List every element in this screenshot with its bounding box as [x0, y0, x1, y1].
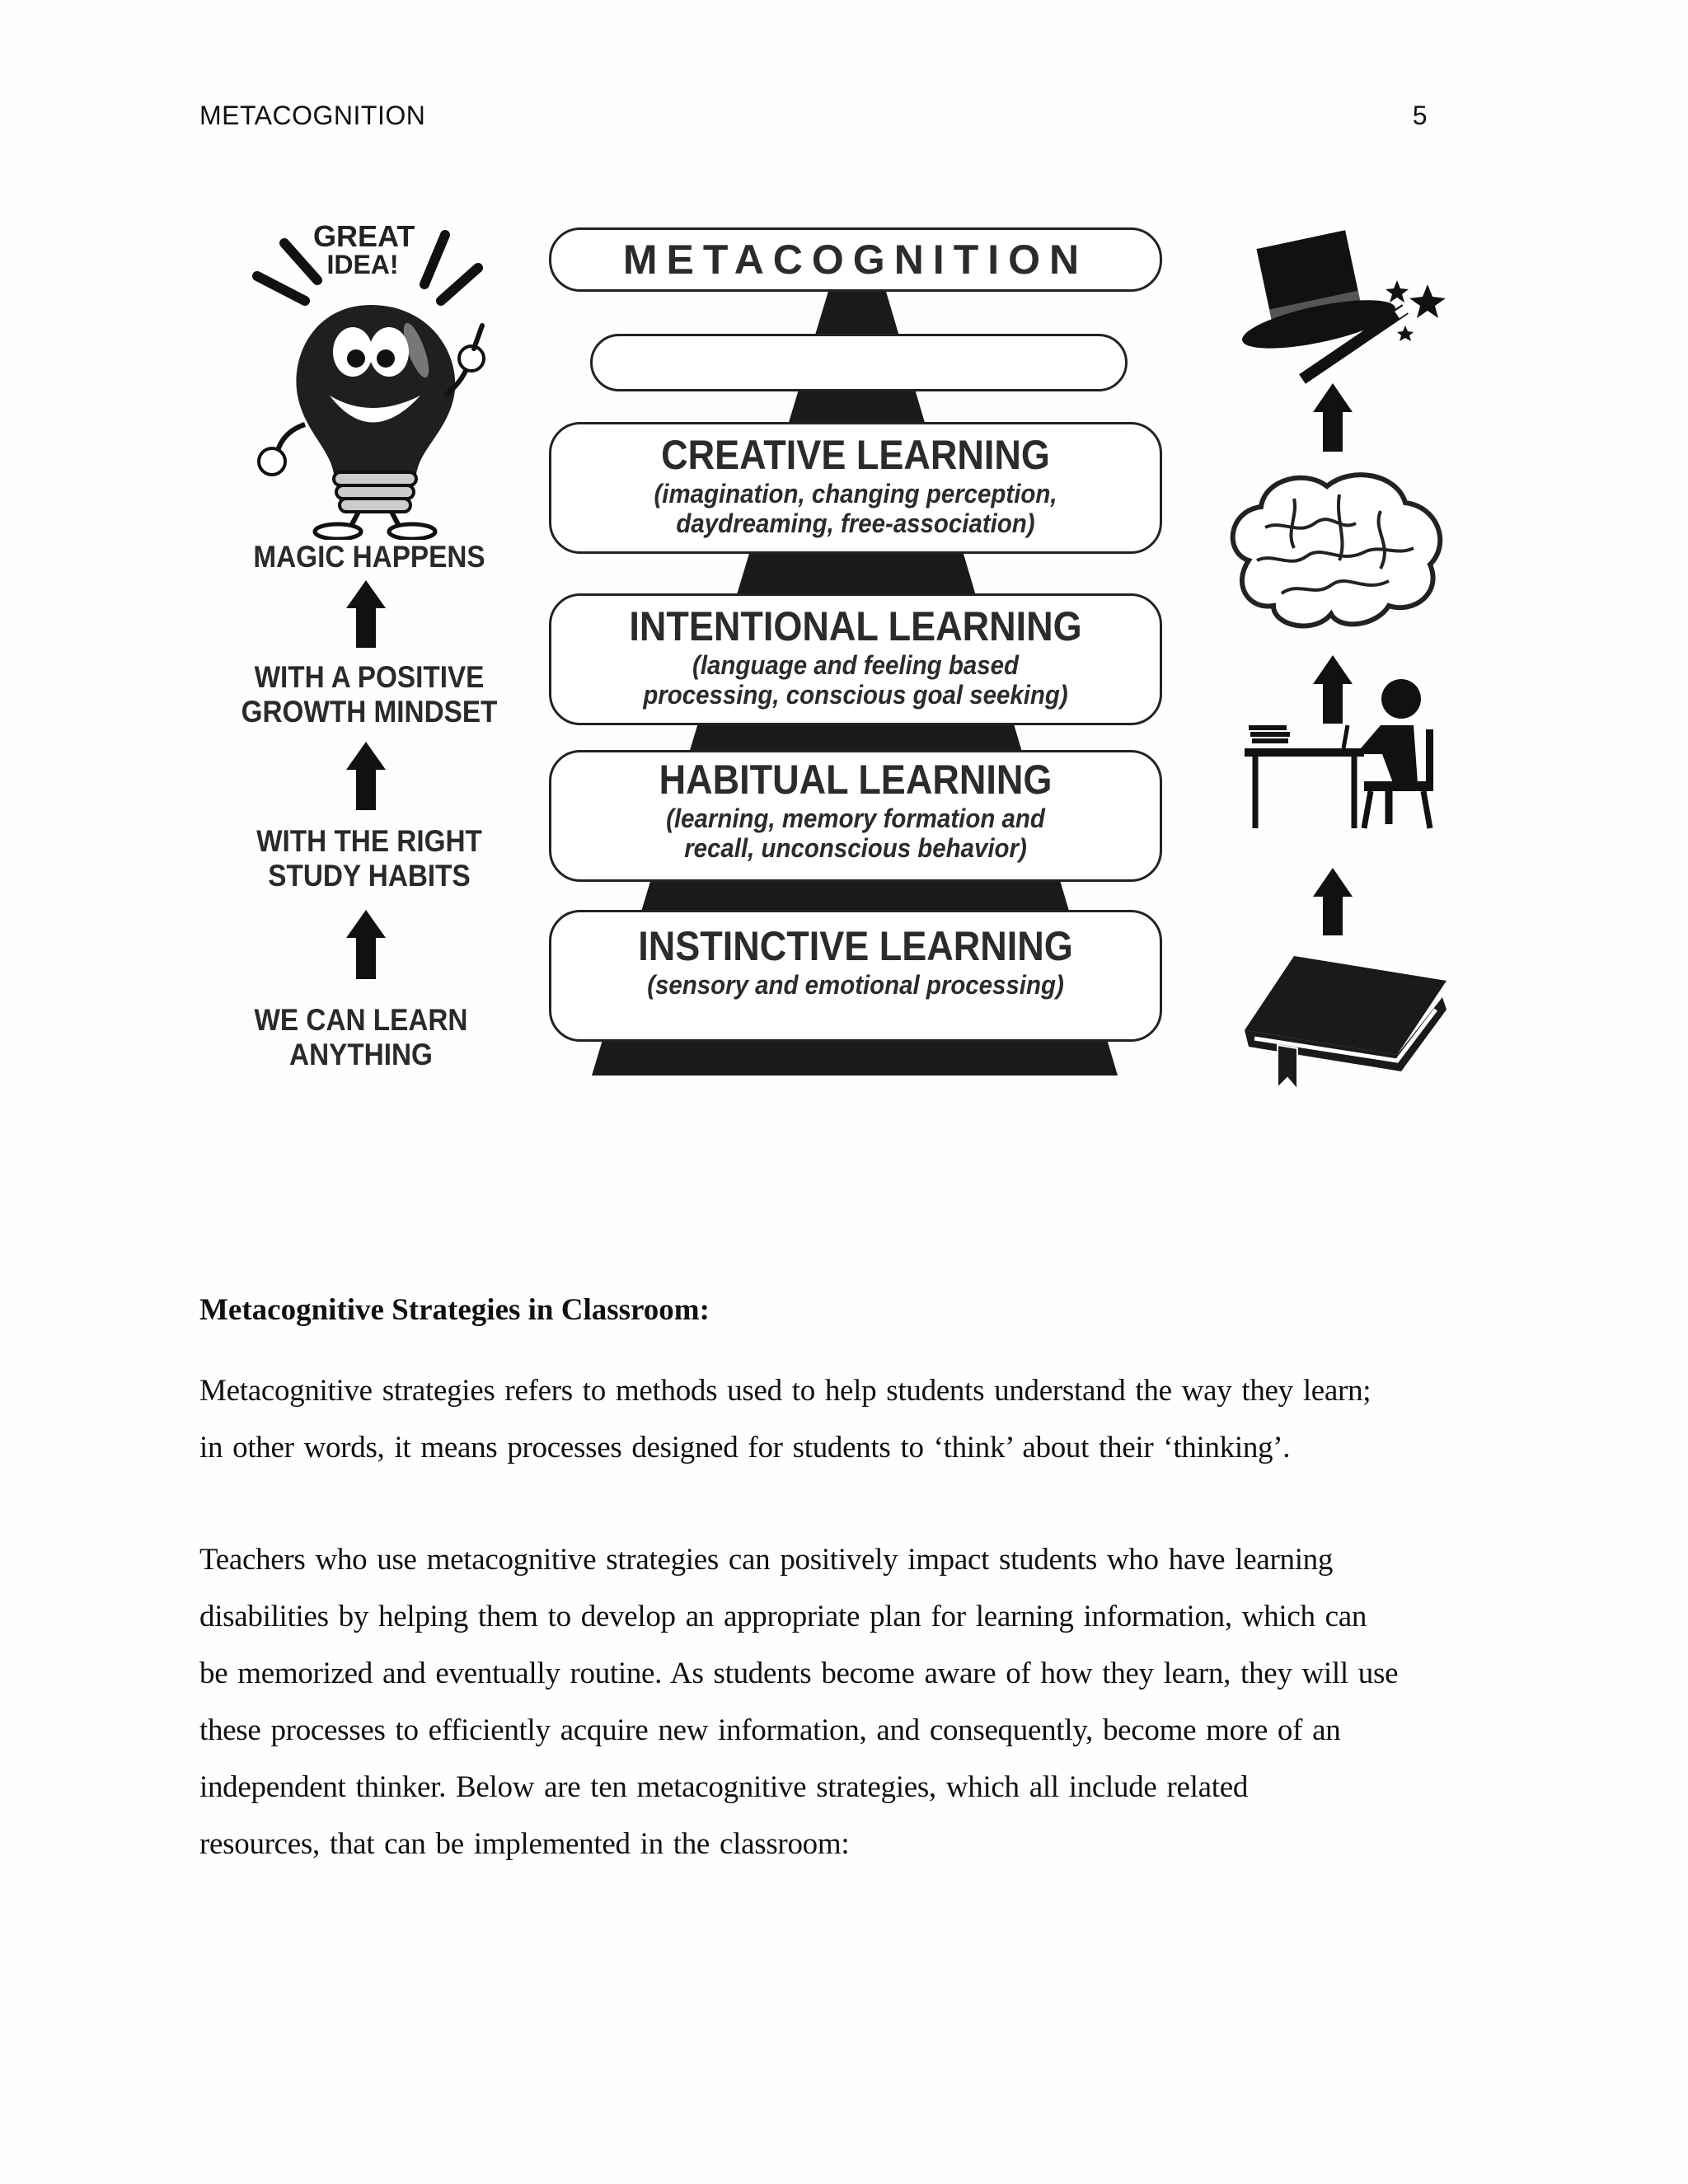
level-subtitle: (language and feeling based processing, conscious goal seeking): [643, 650, 1068, 710]
text-line: Metacognitive strategies refers to methods used to help students understand the way they learn;: [199, 1374, 1372, 1408]
text-line: disabilities by helping them to develop an appropriate plan for learning information, which can: [199, 1600, 1367, 1633]
level-title: INSTINCTIVE LEARNING: [638, 923, 1073, 969]
text-line: in other words, it means processes designed for students to ‘think’ about their ‘thinking’.: [199, 1431, 1291, 1465]
metacognition-title: METACOGNITION: [622, 237, 1089, 283]
great-word: GREAT: [313, 219, 415, 253]
up-arrow-icon: [1313, 868, 1353, 935]
level-subtitle: (learning, memory formation and recall, unconscious behavior): [666, 804, 1045, 863]
step-magic-happens: MAGIC HAPPENS: [253, 540, 485, 574]
step-growth-mindset: WITH A POSITIVE GROWTH MINDSET: [241, 660, 498, 729]
text-line: resources, that can be implemented in the classroom:: [199, 1827, 850, 1861]
up-arrow-icon: [1313, 383, 1353, 452]
text-line: independent thinker. Below are ten metacognitive strategies, which all include related: [199, 1770, 1249, 1804]
paragraph-1: [199, 1362, 1493, 1476]
step-learn-anything: WE CAN LEARN ANYTHING: [254, 1003, 468, 1071]
level-title: CREATIVE LEARNING: [661, 432, 1050, 478]
paragraph-2: [199, 1531, 1493, 1872]
level-title: INTENTIONAL LEARNING: [629, 603, 1082, 649]
section-heading: Metacognitive Strategies in Classroom:: [199, 1293, 710, 1327]
step-study-habits: WITH THE RIGHT STUDY HABITS: [256, 824, 482, 893]
level-subtitle: (imagination, changing perception, daydreaming, free-association): [654, 479, 1057, 538]
level-subtitle: (sensory and emotional processing): [647, 970, 1064, 1000]
up-arrow-icon: [1313, 655, 1353, 724]
running-title: METACOGNITION: [199, 101, 426, 130]
text-line: these processes to efficiently acquire new information, and consequently, become more of an: [199, 1713, 1341, 1747]
text-line: be memorized and eventually routine. As students become aware of how they learn, they will use: [199, 1657, 1399, 1690]
level-title: HABITUAL LEARNING: [659, 757, 1053, 803]
idea-word: IDEA!: [326, 250, 399, 279]
page-number: 5: [1412, 101, 1428, 130]
text-line: Teachers who use metacognitive strategies can positively impact students who have learning: [199, 1543, 1334, 1577]
